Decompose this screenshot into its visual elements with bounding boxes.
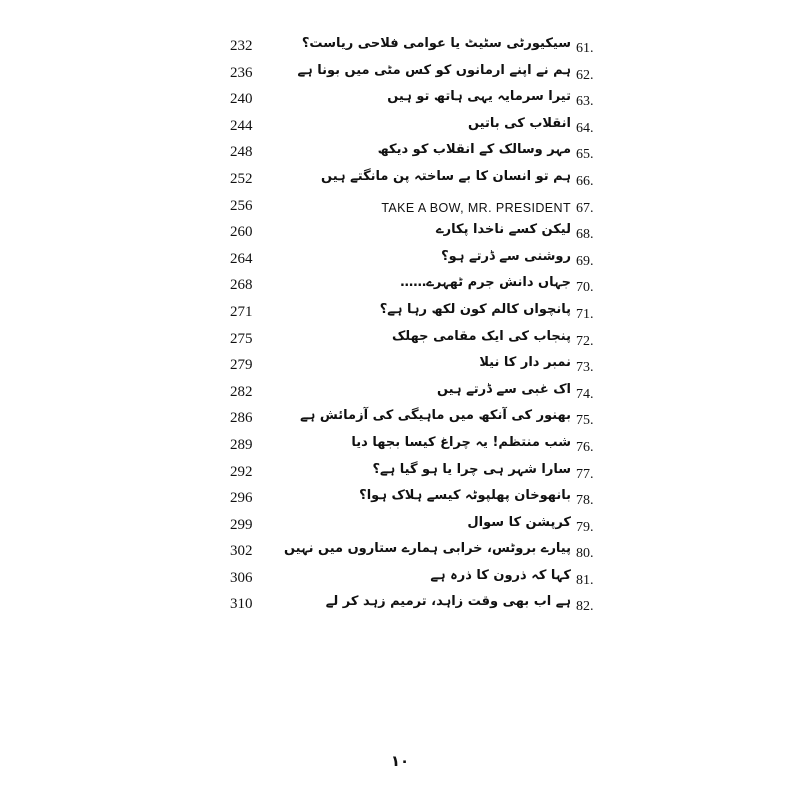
toc-entry-title: ہے اب بھی وقت زاہد، ترمیم زہد کر لے xyxy=(325,594,571,610)
toc-entry-page: 264 xyxy=(230,250,253,267)
toc-entry-page: 240 xyxy=(230,91,253,108)
toc-entry-number: 79. xyxy=(576,519,594,535)
toc-entry-title: کہا کہ ذرون کا ذرہ ہے xyxy=(430,567,571,583)
toc-entry xyxy=(0,36,800,63)
toc-entry-title: ہم تو انسان کا بے ساختہ پن مانگتے ہیں xyxy=(321,168,571,184)
toc-entry xyxy=(0,169,800,196)
page-number: ۱۰ xyxy=(390,752,410,770)
toc-entry-title: لیکن کسے ناخدا پکارے xyxy=(436,222,571,238)
toc-entry xyxy=(0,515,800,542)
toc-entry-title: ہم نے اپنے ارمانوں کو کس مٹی میں بونا ہے xyxy=(297,62,571,78)
toc-entry xyxy=(0,142,800,169)
toc-entry-title: پیارے بروٹس، خرابی ہمارے ستاروں میں نہیں xyxy=(283,541,571,557)
toc-entry-number: 74. xyxy=(576,386,594,402)
toc-entry-number: 71. xyxy=(576,306,594,322)
toc-entry-title: کرپشن کا سوال xyxy=(467,514,571,530)
toc-entry-number: 78. xyxy=(576,493,594,509)
toc-entry-title: TAKE A BOW, MR. PRESIDENT xyxy=(381,200,571,215)
toc-entry-title: تیرا سرمایہ یہی ہاتھ تو ہیں xyxy=(387,89,571,105)
toc-entry xyxy=(0,382,800,409)
toc-entry-page: 296 xyxy=(230,490,253,507)
toc-entry-page: 252 xyxy=(230,170,253,187)
toc-entry xyxy=(0,541,800,568)
toc-entry-number: 61. xyxy=(576,41,594,56)
toc-entry xyxy=(0,488,800,515)
toc-entry-number: 69. xyxy=(576,253,594,269)
toc-entry-page: 289 xyxy=(230,436,253,453)
toc-entry-page: 302 xyxy=(230,543,253,560)
toc-entry-page: 279 xyxy=(230,357,253,374)
toc-entry-title: بھنور کی آنکھ میں ماہیگی کی آزمائش ہے xyxy=(300,408,571,424)
toc-entry xyxy=(0,196,800,223)
toc-entry-number: 72. xyxy=(576,333,594,349)
toc-entry-page: 282 xyxy=(230,383,253,400)
toc-entry xyxy=(0,568,800,595)
toc-entry xyxy=(0,275,800,302)
toc-entry-page: 236 xyxy=(230,64,253,81)
toc-entry-title: انقلاب کی باتیں xyxy=(467,115,571,131)
toc-entry xyxy=(0,63,800,90)
toc-entry-page: 306 xyxy=(230,569,253,586)
toc-entry-number: 75. xyxy=(576,413,594,429)
toc-entry xyxy=(0,222,800,249)
toc-entry-number: 77. xyxy=(576,466,594,482)
toc-entry-title: جہاں دانش جرم ٹھہرے…… xyxy=(400,275,571,291)
toc-entry-page: 248 xyxy=(230,144,253,161)
toc-entry-page: 286 xyxy=(230,410,253,427)
toc-entry xyxy=(0,408,800,435)
toc-entry xyxy=(0,116,800,143)
toc-entry-title: نمبر دار کا نیلا xyxy=(479,355,571,371)
toc-entry-page: 310 xyxy=(230,596,253,613)
toc-entry-number: 76. xyxy=(576,439,594,455)
toc-entry-page: 299 xyxy=(230,516,253,533)
toc-entry-title: پانچواں کالم کون لکھ رہا ہے؟ xyxy=(379,301,571,317)
toc-entry xyxy=(0,435,800,462)
toc-entry-title: پنجاب کی ایک مقامی جھلک xyxy=(391,328,571,344)
toc-entry-title: سارا شہر ہی چرا یا ہو گیا ہے؟ xyxy=(372,461,571,477)
toc-entry-number: 80. xyxy=(576,546,594,562)
toc-entry-title: اک غبی سے ڈرتے ہیں xyxy=(436,381,571,397)
toc-entry-page: 256 xyxy=(230,197,253,214)
toc-entry-title: مہر وسالک کے انقلاب کو دیکھ xyxy=(377,142,571,158)
toc-entry xyxy=(0,89,800,116)
toc-entry xyxy=(0,302,800,329)
toc-entry-page: 232 xyxy=(230,38,253,54)
toc-entry xyxy=(0,329,800,356)
toc-entry-number: 63. xyxy=(576,94,594,110)
toc-entry-number: 70. xyxy=(576,280,594,296)
toc-entry-title: سیکیورٹی سٹیٹ یا عوامی فلاحی ریاست؟ xyxy=(301,36,571,51)
toc-entry-number: 73. xyxy=(576,360,594,376)
toc-entry-number: 68. xyxy=(576,227,594,243)
toc-entry-page: 260 xyxy=(230,224,253,241)
toc-entry xyxy=(0,355,800,382)
toc-entry-page: 268 xyxy=(230,277,253,294)
toc-entry-page: 275 xyxy=(230,330,253,347)
toc-entry-number: 81. xyxy=(576,572,594,588)
toc-entry-page: 271 xyxy=(230,303,253,320)
toc-entry xyxy=(0,462,800,489)
toc-entry-title: شب منتظم! یہ چراغ کیسا بجھا دیا xyxy=(351,434,571,450)
toc-entry-number: 62. xyxy=(576,67,594,83)
toc-entry-number: 82. xyxy=(576,599,594,615)
toc-entry-page: 292 xyxy=(230,463,253,480)
toc-entry-number: 67. xyxy=(576,200,594,216)
toc-entry-number: 66. xyxy=(576,173,594,189)
toc-entry-number: 65. xyxy=(576,147,594,163)
toc-entry-page: 244 xyxy=(230,117,253,134)
toc-entry-title: بانھوخان پھلپوٹہ کیسے ہلاک ہوا؟ xyxy=(359,488,571,504)
toc-entry-number: 64. xyxy=(576,120,594,136)
table-of-contents xyxy=(0,36,800,621)
toc-entry xyxy=(0,594,800,621)
toc-entry-title: روشنی سے ڈرتے ہو؟ xyxy=(441,248,571,264)
toc-entry xyxy=(0,249,800,276)
